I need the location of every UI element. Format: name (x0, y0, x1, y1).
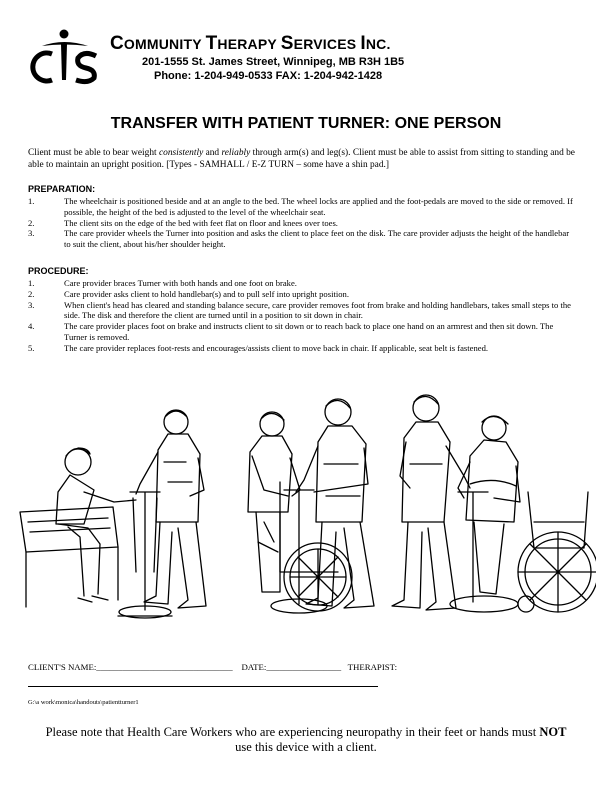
procedure-heading: PROCEDURE: (28, 266, 89, 276)
preparation-list (28, 196, 576, 250)
list-item: 4. The care provider places foot on brake and instructs client to sit down or to reach back to place one hand on an armrest and then sit down. The Turner is removed. (28, 321, 554, 342)
list-item: 5. The care provider replaces foot-rests and encourages/assists client to move back in chair. If applicable, seat belt is fastened. (28, 342, 489, 353)
divider (28, 686, 378, 687)
client-form-line (28, 662, 397, 672)
preparation-heading: PREPARATION: (28, 184, 96, 194)
list-item: 1. The wheelchair is positioned beside and at an angle to the bed. The wheel locks are applied and the foot-pedals are moved to the side or removed. If possible, the height of the bed is adjusted to the level of the wheelchair seat. (28, 196, 573, 217)
list-item: 1. Care provider braces Turner with both hands and one foot on brake. (28, 278, 297, 288)
date-label: DATE: (241, 662, 267, 672)
neuropathy-note: Please note that Health Care Workers who are experiencing neuropathy in their feet or hands must NOT use this device with a client. (45, 725, 567, 754)
list-item: 2. Care provider asks client to hold handlebar(s) and to pull self into upright position. (28, 288, 349, 299)
date-field[interactable]: _________________ (266, 662, 342, 672)
file-path: G:\a work\monica\handouts\patientturner1 (28, 699, 139, 706)
intro-paragraph: Client must be able to bear weight consistently and reliably through arm(s) and leg(s). Client must be able to assist from sitting to standing and be able to maintain an upright position. [Types - SAMHALL / E-Z TURN – some have a shin pad.] (28, 148, 575, 170)
company-logo (22, 28, 102, 86)
procedure-list (28, 278, 576, 354)
scene-1-drawing (20, 410, 206, 618)
therapist-label: THERAPIST: (347, 662, 398, 672)
company-address: 201-1555 St. James Street, Winnipeg, MB R3H 1B5 (142, 56, 405, 68)
transfer-illustration (18, 372, 596, 642)
list-item: 3. The care provider wheels the Turner into position and asks the client to place feet on the disk. The care provider adjusts the height of the handlebar to suit the client, about his/her shoulder height. (28, 228, 570, 250)
list-item: 2. The client sits on the edge of the bed with feet flat on floor and knees over toes. (28, 217, 338, 228)
client-name-label: CLIENT'S NAME: (28, 662, 97, 672)
page-title: TRANSFER WITH PATIENT TURNER: ONE PERSON (110, 115, 502, 132)
client-name-field[interactable]: _______________________________ (96, 662, 233, 672)
scene-3-drawing (392, 395, 596, 612)
company-name: COMMUNITY THERAPY SERVICES INC. (110, 33, 391, 54)
company-phone: Phone: 1-204-949-0533 FAX: 1-204-942-1428 (154, 70, 383, 82)
list-item: 3. When client's head has cleared and standing balance secure, care provider removes foot from brake and holding handlebars, takes small steps to the side. The disk and therefore the client are turned until in a position to sit down in chair. (28, 299, 571, 321)
scene-2-drawing (248, 399, 374, 613)
